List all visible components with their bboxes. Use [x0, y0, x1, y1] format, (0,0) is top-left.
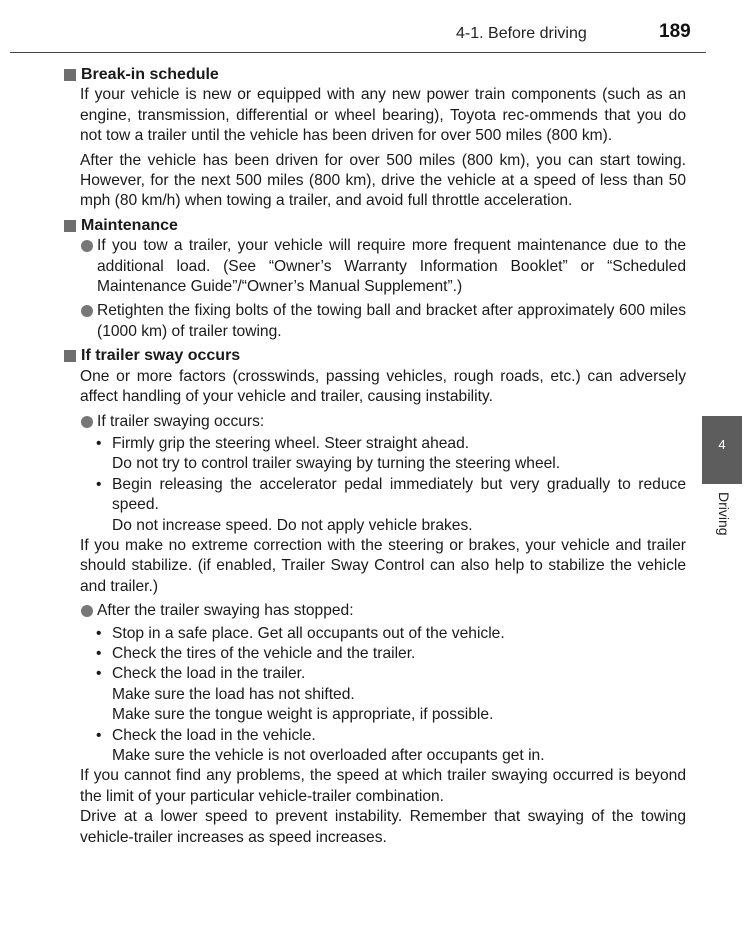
heading-text: If trailer sway occurs [81, 347, 241, 365]
bullet-text: After the trailer swaying has stopped: [97, 602, 354, 620]
circle-bullet-icon [81, 240, 93, 252]
sub-text: Check the tires of the vehicle and the trailer. [112, 644, 416, 662]
sub-text: Make sure the tongue weight is appropriate, if possible. [112, 706, 494, 724]
paragraph: One or more factors (crosswinds, passing vehicles, rough roads, etc.) can adversely affect handling of your vehicle and trailer, causing instability. [80, 367, 686, 406]
heading-maintenance [62, 216, 686, 236]
dot-marker: • [96, 665, 102, 683]
dot-marker: • [96, 624, 102, 642]
bullet-item [62, 236, 686, 297]
sub-text: Check the load in the trailer. [112, 665, 306, 683]
page-header [0, 0, 750, 52]
page-body [62, 62, 686, 848]
heading-text: Break-in schedule [81, 66, 219, 83]
sub-text: Make sure the vehicle is not overloaded after occupants get in. [112, 747, 545, 764]
chapter-tab: 4 [702, 416, 742, 484]
sub-item [62, 726, 686, 767]
sub-list [62, 624, 686, 767]
sub-item [62, 624, 686, 644]
circle-bullet-icon [81, 416, 93, 428]
sub-text: Do not increase speed. Do not apply vehicle brakes. [112, 516, 473, 534]
bullet-item [62, 412, 686, 432]
sub-text: Stop in a safe place. Get all occupants out of the vehicle. [112, 624, 505, 642]
heading-break-in [62, 65, 686, 85]
square-bullet-icon [64, 220, 76, 232]
chapter-tab-label: Driving [716, 492, 732, 536]
sub-text: Make sure the load has not shifted. [112, 685, 355, 703]
sub-text: Do not try to control trailer swaying by turning the steering wheel. [112, 455, 561, 473]
paragraph: If you cannot find any problems, the speed at which trailer swaying occurred is beyond the limit of your particular vehicle-trailer combination. [80, 767, 686, 805]
bullet-item [62, 601, 686, 621]
sub-item [62, 434, 686, 475]
bullet-item [62, 301, 686, 342]
circle-bullet-icon [81, 305, 93, 317]
bullet-text: If trailer swaying occurs: [97, 412, 265, 430]
paragraph: If your vehicle is new or equipped with any new power train components (such as an engine, transmission, differential or wheel bearing), Toyota rec-ommends that you do not tow a trailer until the vehicle has been driven for over 500 miles (800 km). [80, 86, 686, 145]
sub-item [62, 664, 686, 725]
sub-text: Firmly grip the steering wheel. Steer straight ahead. [112, 434, 470, 452]
square-bullet-icon [64, 350, 76, 362]
dot-marker: • [96, 726, 102, 744]
square-bullet-icon [64, 69, 76, 81]
paragraph: Drive at a lower speed to prevent instability. Remember that swaying of the towing vehicle-trailer increases as speed increases. [80, 808, 686, 846]
sub-item [62, 644, 686, 664]
dot-marker: • [96, 475, 102, 493]
bullet-text: Retighten the fixing bolts of the towing ball and bracket after approximately 600 miles (1000 km) of trailer towing. [97, 302, 686, 340]
section-title: 4-1. Before driving [456, 25, 587, 42]
sub-item [62, 475, 686, 536]
paragraph: If you make no extreme correction with the steering or brakes, your vehicle and trailer should stabilize. (if enabled, Trailer Sway Control can also help to stabilize the vehicle and trailer.) [80, 536, 686, 595]
heading-trailer-sway [62, 346, 686, 366]
paragraph: After the vehicle has been driven for over 500 miles (800 km), you can start towing. However, for the next 500 miles (800 km), drive the vehicle at a speed of less than 50 mph (80 km/h) when towing a trailer, and avoid full throttle acceleration. [80, 151, 686, 210]
bullet-text: If you tow a trailer, your vehicle will require more frequent maintenance due to the additional load. (See “Owner’s Warranty Information Booklet” or “Scheduled Maintenance Guide”/“Owner’s Manual Supplement”.) [97, 237, 686, 296]
page-number: 189 [659, 21, 691, 42]
dot-marker: • [96, 644, 102, 662]
circle-bullet-icon [81, 605, 93, 617]
dot-marker: • [96, 434, 102, 452]
heading-text: Maintenance [81, 216, 178, 234]
header-divider [10, 52, 706, 53]
sub-text: Check the load in the vehicle. [112, 726, 316, 744]
sub-text: Begin releasing the accelerator pedal immediately but very gradually to reduce speed. [112, 475, 686, 514]
sub-list [62, 434, 686, 536]
